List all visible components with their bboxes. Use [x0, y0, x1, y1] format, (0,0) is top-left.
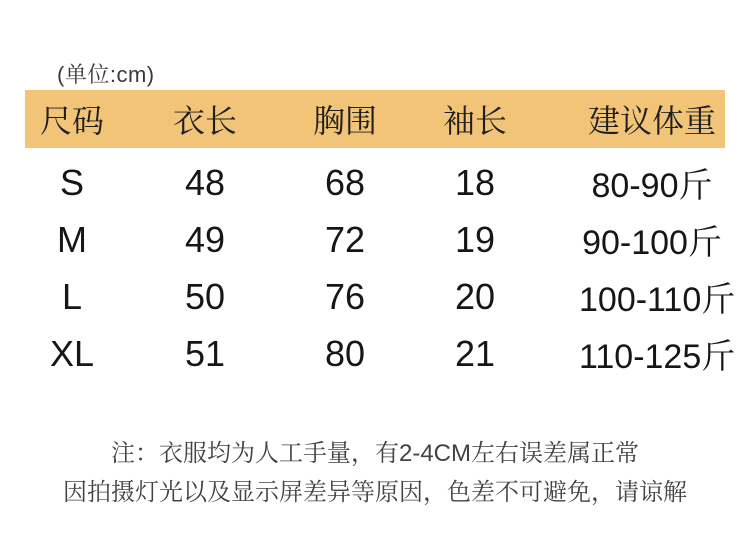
table-row	[25, 268, 736, 325]
cell-length: 49	[184, 218, 226, 260]
cell-size: S	[59, 161, 84, 203]
note-line-2: 因拍摄灯光以及显示屏差异等原因，色差不可避免，请谅解	[63, 479, 687, 506]
header-size: 尺码	[39, 103, 104, 139]
table-row	[25, 211, 725, 268]
cell-sleeve: 20	[454, 275, 496, 317]
table-row	[25, 325, 736, 382]
cell-chest: 72	[324, 218, 366, 260]
header-length: 衣长	[172, 103, 237, 139]
header-weight: 建议体重	[587, 103, 716, 139]
cell-weight: 90-100斤	[582, 224, 722, 262]
cell-length: 48	[184, 161, 226, 203]
cell-chest: 76	[324, 275, 366, 317]
cell-sleeve: 19	[454, 218, 496, 260]
unit-label: (单位:cm)	[57, 62, 155, 87]
cell-size: M	[57, 218, 87, 260]
cell-weight: 80-90斤	[591, 167, 713, 205]
cell-length: 51	[184, 332, 226, 374]
cell-length: 50	[184, 275, 226, 317]
header-chest: 胸围	[312, 103, 377, 139]
cell-weight: 100-110斤	[579, 281, 736, 319]
note-line-1: 注：衣服均为人工手量，有2-4CM左右误差属正常	[110, 440, 639, 467]
notes-block	[0, 434, 750, 512]
cell-sleeve: 21	[454, 332, 496, 374]
size-table	[25, 90, 736, 382]
table-row	[25, 154, 725, 211]
size-table-body	[25, 148, 736, 382]
size-table-header-row	[25, 90, 725, 148]
header-sleeve: 袖长	[442, 103, 507, 139]
cell-weight: 110-125斤	[579, 338, 736, 376]
cell-size: L	[61, 275, 83, 317]
cell-size: XL	[49, 332, 95, 374]
cell-chest: 68	[324, 161, 366, 203]
cell-chest: 80	[324, 332, 366, 374]
cell-sleeve: 18	[454, 161, 496, 203]
